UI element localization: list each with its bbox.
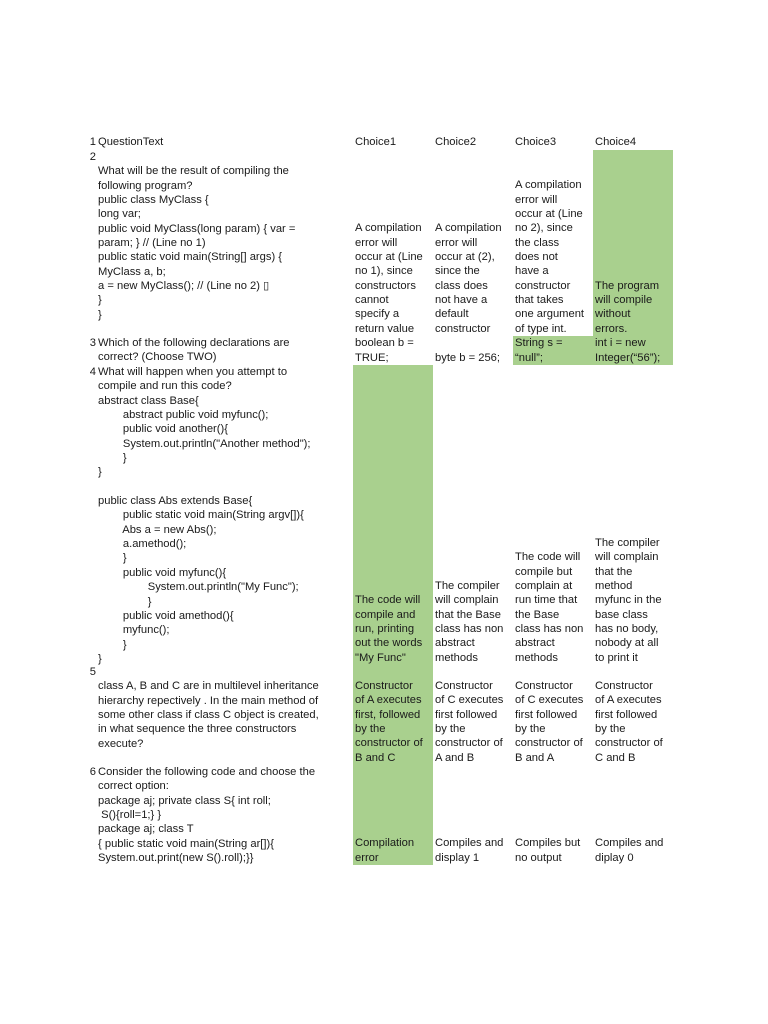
row-number: 4 <box>89 366 96 378</box>
choice2-cell <box>433 336 513 365</box>
choice2-cell <box>433 665 513 765</box>
question-text-cell: Which of the following declarations are correct? (Choose TWO) <box>98 337 290 364</box>
row-number: 6 <box>89 766 96 778</box>
choice1-cell-correct <box>353 365 433 665</box>
choice-text: A compilation error will occur at (Line no 2), since the class does not have a constructor that takes one argument of type int. <box>515 179 585 335</box>
choice-text: Compiles and display 1 <box>435 837 504 864</box>
choice3-cell <box>513 150 593 336</box>
choice-text: Compilation error <box>355 837 415 864</box>
choice-text: Constructor of C executes first followed by the constructor of B and A <box>515 679 584 764</box>
row-number: 2 <box>89 151 96 163</box>
question-text-cell: What will be the result of compiling the following program? public class MyClass { long var; public void MyClass(long param) { var = param; } // (Line no 1) public static void main(String[] args) { MyClass a, b; a = new MyClass(); // (Line no 2) ▯ } } <box>98 165 296 321</box>
choice3-cell <box>513 665 593 765</box>
choice-text: The compiler will complain that the Base class has non abstract methods <box>435 579 504 664</box>
choice4-cell-correct <box>593 336 673 365</box>
choice4-cell <box>593 765 673 865</box>
choice-text: The compiler will complain that the method myfunc in the base class has no body, nobody at all to print it <box>595 536 662 664</box>
choice1-cell-correct <box>353 765 433 865</box>
choice-text: boolean b = TRUE; <box>355 337 414 364</box>
choice-text: String s = “null”; <box>515 337 563 364</box>
choice-text: The code will compile and run, printing out the words "My Func" <box>355 594 423 664</box>
choice3-cell-correct <box>513 336 593 365</box>
header-choice1: Choice1 <box>355 136 397 148</box>
choice1-cell <box>353 150 433 336</box>
header-choice2: Choice2 <box>435 136 477 148</box>
choice4-cell-correct <box>593 150 673 336</box>
choice4-cell <box>593 365 673 665</box>
choice2-cell <box>433 365 513 665</box>
choice-text: Constructor of A executes first, followed by the constructor of B and C <box>355 679 423 764</box>
choice3-cell <box>513 765 593 865</box>
choice-text: int i = new Integer(“56”); <box>595 337 661 364</box>
choice-text: byte b = 256; <box>435 351 501 364</box>
choice2-cell <box>433 150 513 336</box>
question-text-cell: Consider the following code and choose the correct option: package aj; private class S{ int roll; S(){roll=1;} } package aj; class T { public static void main(String ar[]){ System.out.print(new S().roll);}} <box>98 766 316 865</box>
choice-text: A compilation error will occur at (Line no 1), since constructors cannot specify a return value <box>355 222 423 335</box>
choice-text: The code will compile but complain at run time that the Base class has non abstract methods <box>515 551 584 664</box>
choice3-cell <box>513 365 593 665</box>
header-choice4: Choice4 <box>595 136 637 148</box>
choice-text: Constructor of A executes first followed by the constructor of C and B <box>595 679 663 764</box>
choice-text: Compiles but no output <box>515 837 581 864</box>
question-text-cell: class A, B and C are in multilevel inheritance hierarchy repectively . In the main method of some other class if class C object is created, in what sequence the three constructors execute? <box>98 680 319 750</box>
choice-text: Constructor of C executes first followed by the constructor of A and B <box>435 679 504 764</box>
row-number: 3 <box>89 337 96 349</box>
choice2-cell <box>433 765 513 865</box>
header-row-number: 1 <box>89 136 96 148</box>
choice-text: Compiles and diplay 0 <box>595 837 664 864</box>
choice-text: The program will compile without errors. <box>595 279 660 335</box>
choice1-cell-correct <box>353 665 433 765</box>
choice1-cell <box>353 336 433 365</box>
header-question-text: QuestionText <box>98 136 164 148</box>
choice4-cell <box>593 665 673 765</box>
row-number: 5 <box>89 666 96 678</box>
question-text-cell: What will happen when you attempt to compile and run this code? abstract class Base{ abstract public void myfunc(); public void another(){ System.out.println("Another method"); } } public class Abs extends Base{ public static void main(String argv[]){ Abs a = new Abs(); a.amethod(); } public void myfunc(){ System.out.println("My Func"); } public void amethod(){ myfunc(); } } <box>98 366 311 665</box>
choice-text: A compilation error will occur at (2), since the class does not have a default constructor <box>435 222 502 335</box>
header-choice3: Choice3 <box>515 136 557 148</box>
